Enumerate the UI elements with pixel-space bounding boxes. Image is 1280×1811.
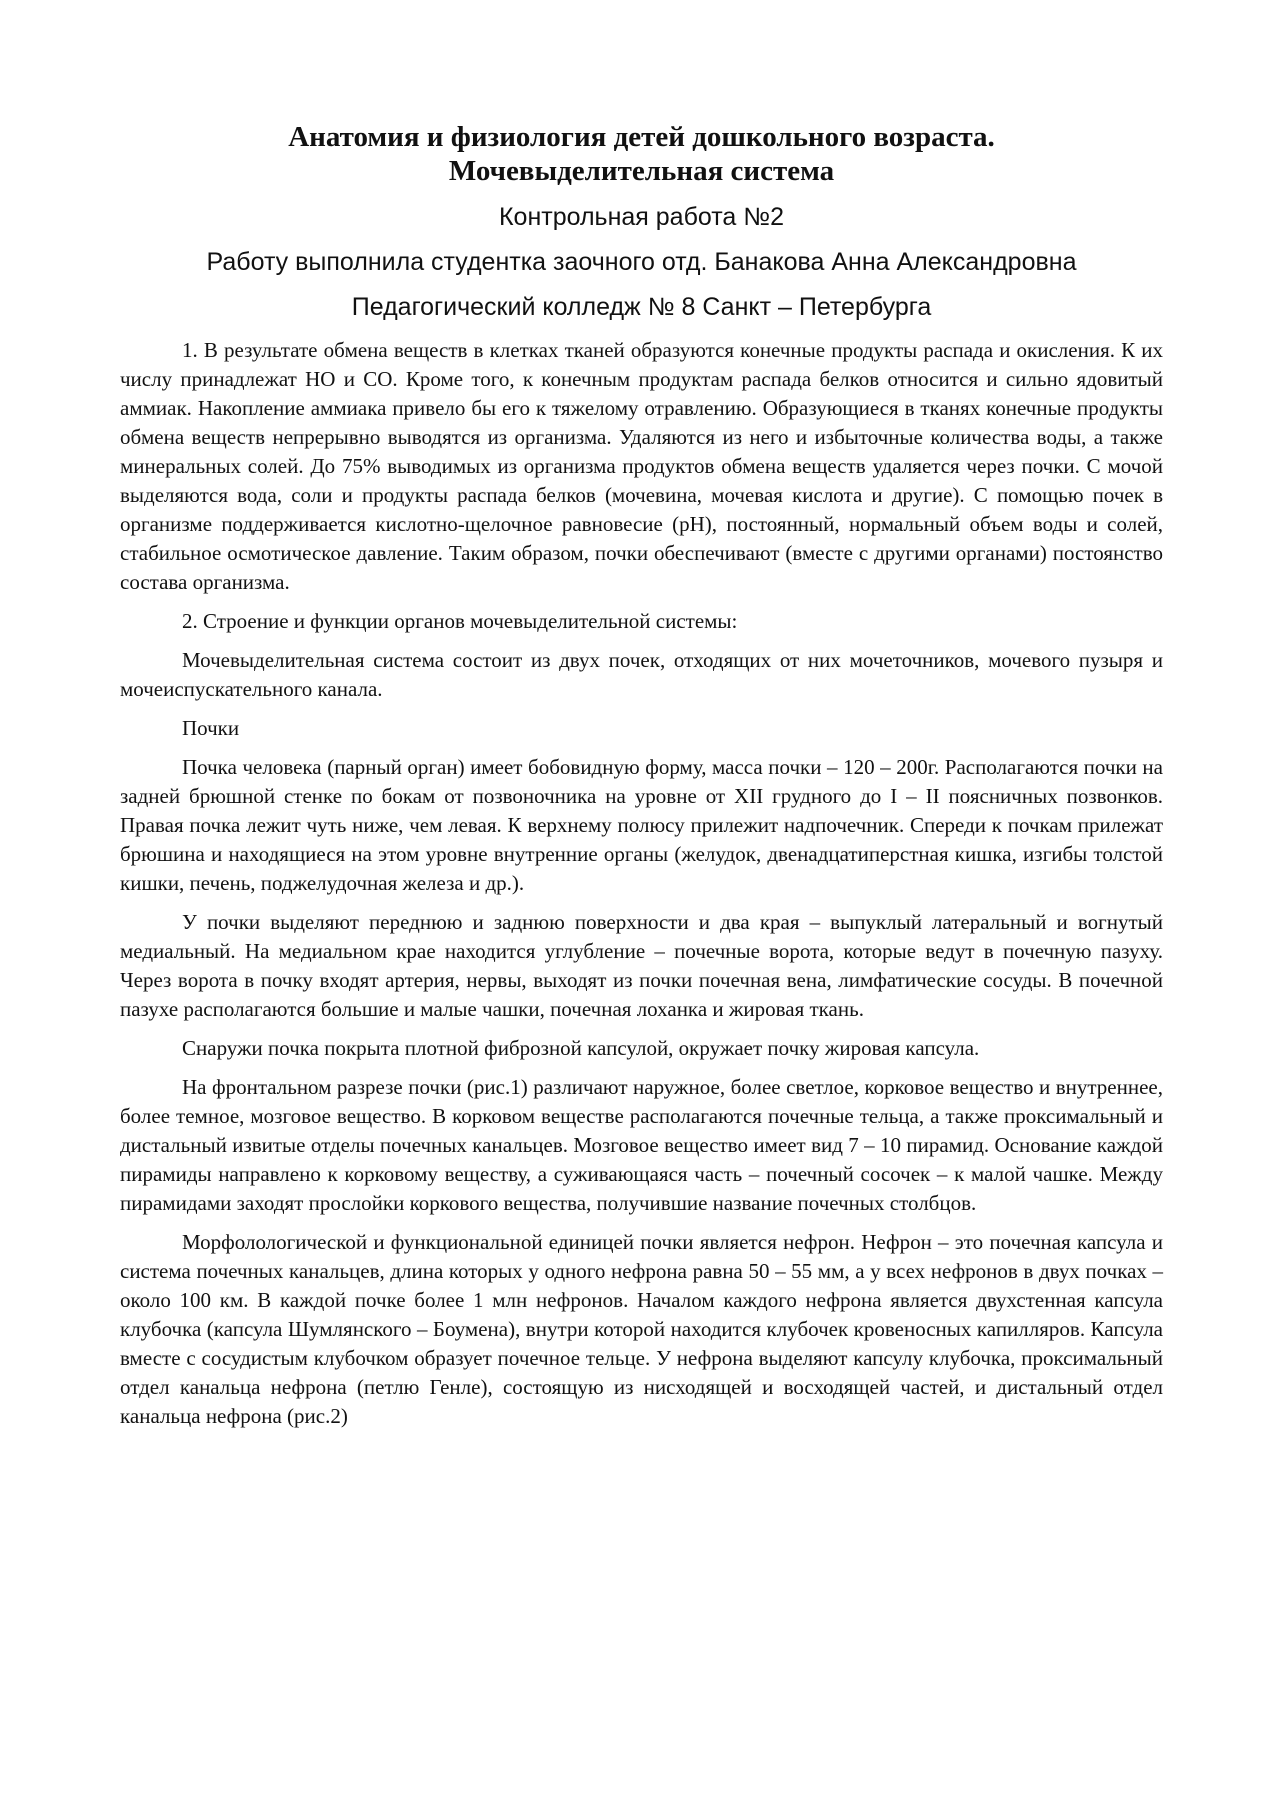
paragraph-frontal-section: На фронтальном разрезе почки (рис.1) различают наружное, более светлое, корковое вещество и внутреннее, более темное, мозговое вещество. В корковом веществе располагаются почечные тельца, а также проксимальный и дистальный извитые отделы почечных канальцев. Мозговое вещество имеет вид 7 – 10 пирамид. Основание каждой пирамиды направлено к корковому веществу, а суживающаяся часть – почечный сосочек – к малой чашке. Между пирамидами заходят прослойки коркового вещества, получившие название почечных столбцов. <box>120 1075 1163 1215</box>
document-page <box>120 120 1163 1431</box>
document-title <box>120 120 1163 188</box>
paragraph-section-2: 2. Строение и функции органов мочевыделительной системы: <box>182 609 738 633</box>
title-line-2: Мочевыделительная система <box>448 155 835 187</box>
paragraph-intro: 1. В результате обмена веществ в клетках тканей образуются конечные продукты распада и окисления. К их числу принадлежат НО и СО. Кроме того, к конечным продуктам распада белков относится и сильно ядовитый аммиак. Накопление аммиака привело бы его к тяжелому отравлению. Образующиеся в тканях конечные продукты обмена веществ непрерывно выводятся из организма. Удаляются из него и избыточные количества воды, а также минеральных солей. До 75% выводимых из организма продуктов обмена веществ удаляется через почки. С мочой выделяются вода, соли и продукты распада белков (мочевина, мочевая кислота и другие). С помощью почек в организме поддерживается кислотно-щелочное равновесие (рН), постоянный, нормальный объем воды и солей, стабильное осмотическое давление. Таким образом, почки обеспечивают (вместе с другими органами) постоянство состава организма. <box>120 338 1163 594</box>
paragraph-nephron: Морфолологической и функциональной единицей почки является нефрон. Нефрон – это почечная капсула и система почечных канальцев, длина которых у одного нефрона равна 50 – 55 мм, а у всех нефронов в двух почках – около 100 км. В каждой почке более 1 млн нефронов. Началом каждого нефрона является двухстенная капсула клубочка (капсула Шумлянского – Боумена), внутри которой находится клубочек кровеносных капилляров. Капсула вместе с сосудистым клубочком образует почечное тельце. У нефрона выделяют капсулу клубочка, проксимальный отдел канальца нефрона (петлю Генле), состоящую из нисходящей и восходящей частей, и дистальный отдел канальца нефрона (рис.2) <box>120 1230 1163 1428</box>
work-label: Контрольная работа №2 <box>498 203 784 231</box>
institution-line: Педагогический колледж № 8 Санкт – Петербурга <box>351 293 932 321</box>
paragraph-system-overview: Мочевыделительная система состоит из двух почек, отходящих от них мочеточников, мочевого пузыря и мочеиспускательного канала. <box>120 648 1163 701</box>
paragraph-kidney-description: Почка человека (парный орган) имеет бобовидную форму, масса почки – 120 – 200г. Располагаются почки на задней брюшной стенке по бокам от позвоночника на уровне от XII грудного до I – II поясничных позвонков. Правая почка лежит чуть ниже, чем левая. К верхнему полюсу прилежит надпочечник. Спереди к почкам прилежат брюшина и находящиеся на этом уровне внутренние органы (желудок, двенадцатиперстная кишка, изгибы толстой кишки, печень, поджелудочная железа и др.). <box>120 755 1163 895</box>
paragraph-kidney-capsule: Снаружи почка покрыта плотной фиброзной капсулой, окружает почку жировая капсула. <box>182 1036 980 1060</box>
paragraph-kidney-surfaces: У почки выделяют переднюю и заднюю поверхности и два края – выпуклый латеральный и вогнутый медиальный. На медиальном крае находится углубление – почечные ворота, которые ведут в почечную пазуху. Через ворота в почку входят артерия, нервы, выходят из почки почечная вена, лимфатические сосуды. В почечной пазухе располагаются большие и малые чашки, почечная лоханка и жировая ткань. <box>120 910 1163 1021</box>
paragraph-kidneys-heading: Почки <box>182 716 240 740</box>
title-line-1: Анатомия и физиология детей дошкольного возраста. <box>288 121 995 153</box>
author-line: Работу выполнила студентка заочного отд. Банакова Анна Александровна <box>206 248 1077 276</box>
